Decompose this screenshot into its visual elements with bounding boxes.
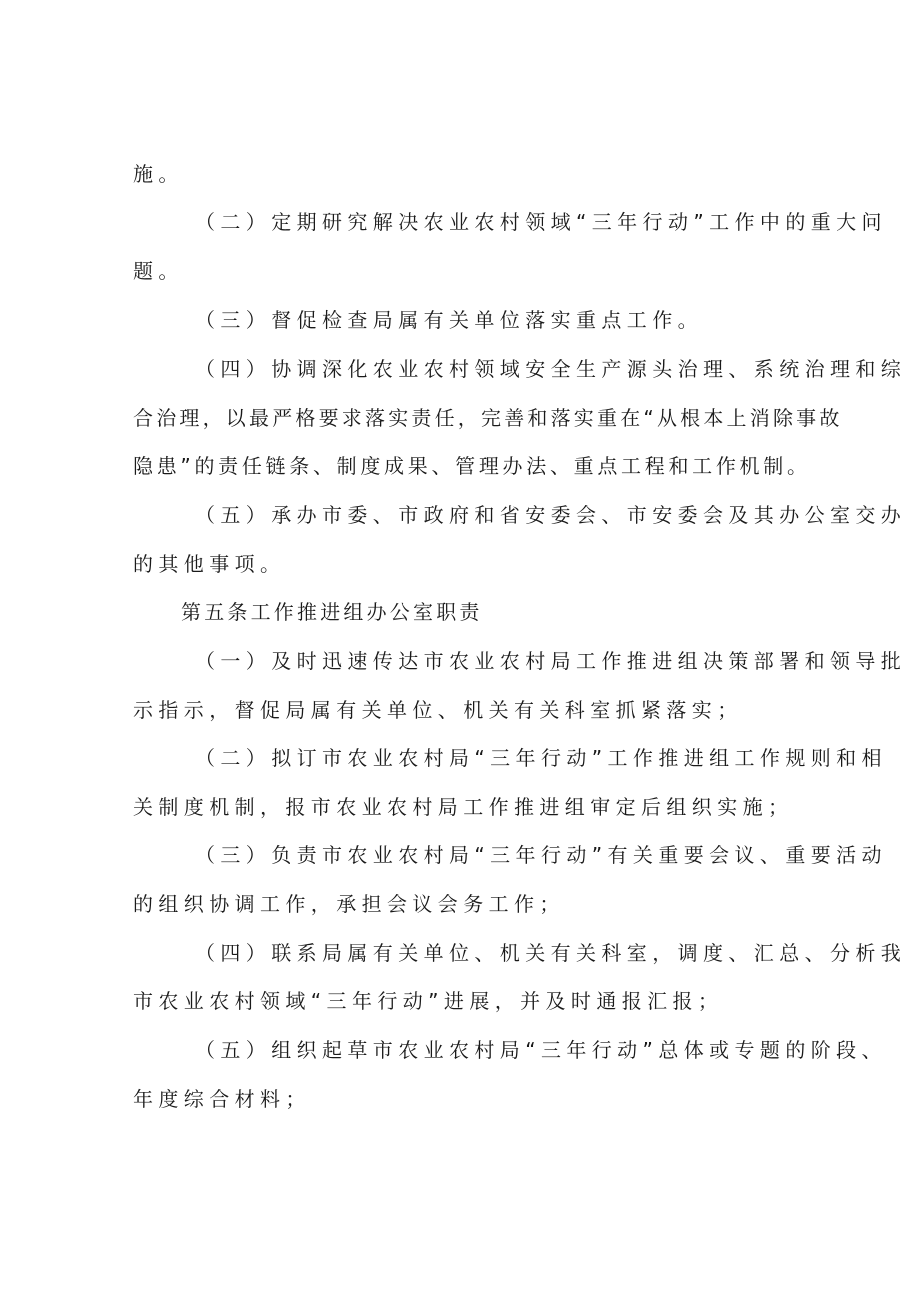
text-line: （二）拟订市农业农村局“三年行动”工作推进组工作规则和相	[195, 746, 887, 770]
text-line: 市农业农村领域“三年行动”进展，并及时通报汇报；	[133, 989, 724, 1013]
text-line: （三）负责市农业农村局“三年行动”有关重要会议、重要活动	[195, 843, 887, 867]
text-line: 年度综合材料；	[133, 1087, 311, 1111]
text-line: 题。	[133, 259, 184, 283]
section-heading: 第五条工作推进组办公室职责	[181, 600, 483, 624]
text-line: 的组织协调工作，承担会议会务工作；	[133, 892, 565, 916]
text-line: 关制度机制，报市农业农村局工作推进组审定后组织实施；	[133, 795, 794, 819]
text-line: （三）督促检查局属有关单位落实重点工作。	[195, 308, 703, 332]
text-line: （五）组织起草市农业农村局“三年行动”总体或专题的阶段、	[195, 1038, 887, 1062]
text-line: （四）协调深化农业农村领域安全生产源头治理、系统治理和综	[195, 357, 907, 381]
text-line: 隐患”的责任链条、制度成果、管理办法、重点工程和工作机制。	[133, 454, 811, 478]
text-line: （五）承办市委、市政府和省安委会、市安委会及其办公室交办	[195, 503, 907, 527]
text-line: 合治理，以最严格要求落实责任，完善和落实重在“从根本上消除事故	[133, 406, 843, 430]
text-line: 施。	[133, 162, 184, 186]
text-line: （一）及时迅速传达市农业农村局工作推进组决策部署和领导批	[195, 649, 907, 673]
text-line: （四）联系局属有关单位、机关有关科室，调度、汇总、分析我	[195, 941, 907, 965]
text-line: 的其他事项。	[133, 552, 286, 576]
text-line: 示指示，督促局属有关单位、机关有关科室抓紧落实；	[133, 698, 743, 722]
text-line: （二）定期研究解决农业农村领域“三年行动”工作中的重大问	[195, 210, 887, 234]
